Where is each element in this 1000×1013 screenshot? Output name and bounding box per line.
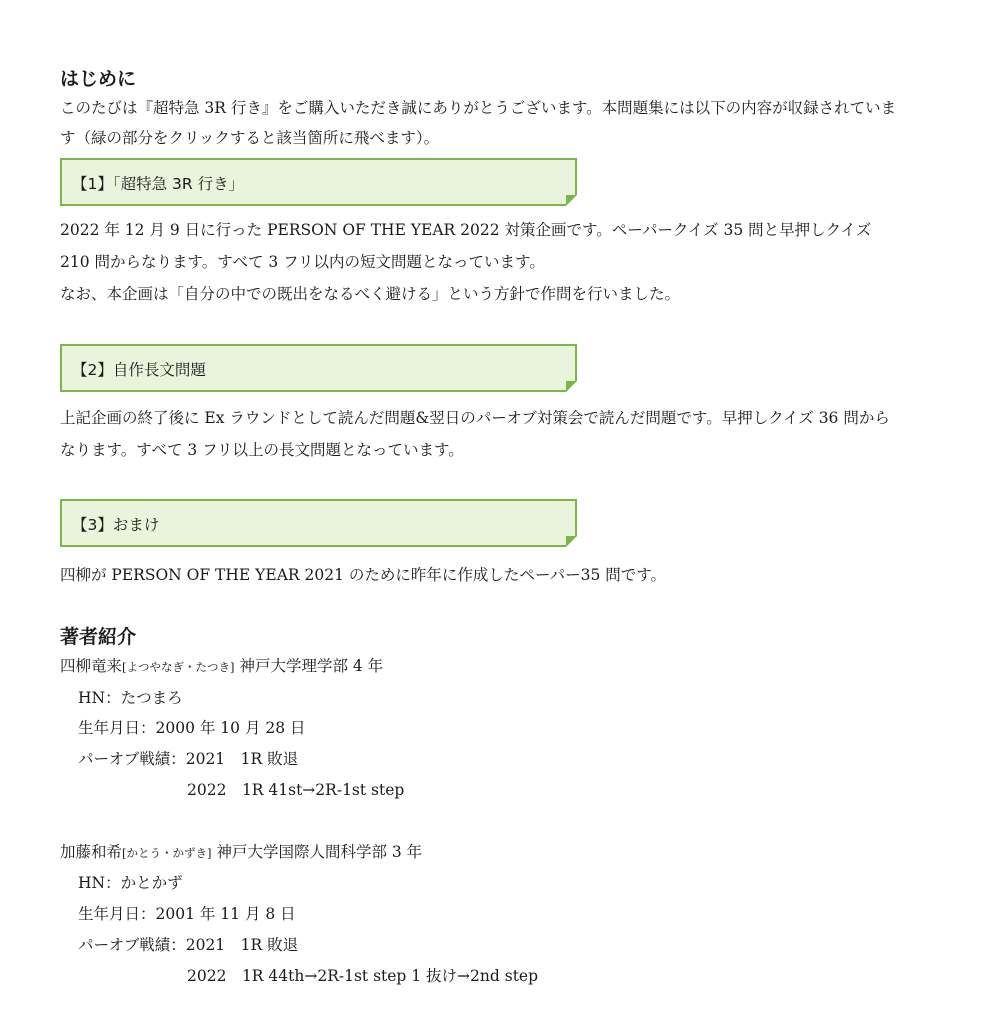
section-2-link-box[interactable] [60, 344, 577, 392]
author-2-record-2: 2022 1R 44th→2R-1st step 1 抜け→2nd step [187, 967, 539, 985]
section-3-link-box[interactable] [60, 499, 577, 547]
author-1-reading: [よつやなぎ・たつき] [122, 660, 235, 674]
author-1-birthday: 生年月日：2000 年 10 月 28 日 [78, 719, 306, 737]
author-2-name-line [60, 837, 422, 868]
author-1-name-line [60, 651, 383, 682]
author-1-hn: HN：たつまろ [78, 689, 183, 707]
intro-title: はじめに [60, 68, 137, 90]
author-2-affiliation: 神戸大学国際人間科学部 3 年 [216, 843, 423, 861]
folded-corner-icon [566, 381, 577, 392]
intro-line-2: す（緑の部分をクリックすると該当箇所に飛べます）。 [60, 129, 440, 147]
author-2-record-1: パーオブ戦績：2021 1R 敗退 [78, 936, 299, 954]
section-2-line-1: 上記企画の終了後に Ex ラウンドとして読んだ問題&翌日のパーオブ対策会で読んだ問題です。早押しクイズ 36 問から [60, 409, 890, 427]
section-1-link-box[interactable] [60, 158, 577, 206]
author-2-birthday: 生年月日：2001 年 11 月 8 日 [78, 905, 296, 923]
author-1-name: 四柳竜来 [60, 657, 123, 675]
folded-corner-icon [566, 195, 577, 206]
authors-title: 著者紹介 [60, 626, 137, 648]
section-3-label: 【3】おまけ [72, 516, 160, 534]
author-2-reading: [かとう・かずき] [122, 846, 212, 860]
section-3-line-1: 四柳が PERSON OF THE YEAR 2021 のために昨年に作成したペーパー35 問です。 [60, 566, 666, 584]
section-1-label: 【1】「超特急 3R 行き」 [72, 175, 245, 193]
author-2-name: 加藤和希 [60, 843, 123, 861]
intro-line-1: このたびは『超特急 3R 行き』をご購入いただき誠にありがとうございます。本問題集には以下の内容が収録されていま [60, 99, 897, 117]
author-1-affiliation: 神戸大学理学部 4 年 [239, 657, 384, 675]
author-1-record-2: 2022 1R 41st→2R-1st step [187, 781, 405, 799]
author-1-record-1: パーオブ戦績：2021 1R 敗退 [78, 750, 299, 768]
folded-corner-icon [566, 536, 577, 547]
section-1-line-3: なお、本企画は「自分の中での既出をなるべく避ける」という方針で作問を行いました。 [60, 285, 681, 303]
section-2-line-2: なります。すべて 3 フリ以上の長文問題となっています。 [60, 441, 464, 459]
section-2-label: 【2】自作長文問題 [72, 361, 206, 379]
author-2-hn: HN：かとかず [78, 874, 183, 892]
section-1-line-2: 210 問からなります。すべて 3 フリ以内の短文問題となっています。 [60, 253, 545, 271]
section-1-line-1: 2022 年 12 月 9 日に行った PERSON OF THE YEAR 2022 対策企画です。ペーパークイズ 35 問と早押しクイズ [60, 221, 872, 239]
